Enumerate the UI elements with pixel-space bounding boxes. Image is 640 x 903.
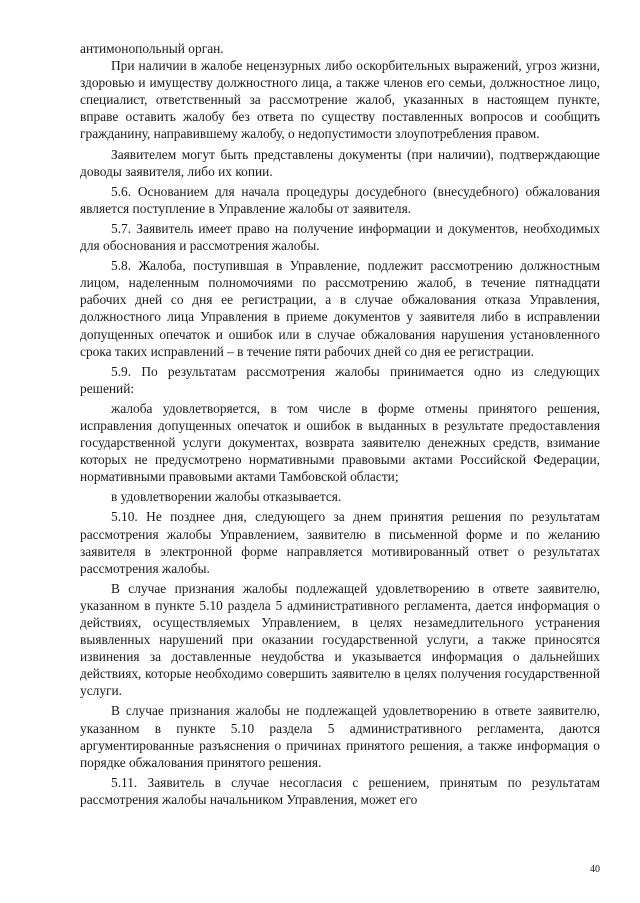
paragraph: 5.6. Основанием для начала процедуры досудебного (внесудебного) обжалования является поступление в Управление жалобы от заявителя. (80, 183, 600, 216)
paragraph: антимонопольный орган. (80, 41, 224, 56)
paragraph: жалоба удовлетворяется, в том числе в форме отмены принятого решения, исправления допущенных опечаток и ошибок в выданных в результате предоставления государственной услуги документах, возврата заявителю денежных средств, взимание которых не предусмотрено нормативными правовыми актами Российской Федерации, нормативными правовыми актами Тамбовской области; (80, 400, 600, 485)
page-number: 40 (590, 864, 600, 875)
paragraph: 5.11. Заявитель в случае несогласия с решением, принятым по результатам рассмотрения жалобы начальником Управления, может его (80, 774, 600, 807)
paragraph: 5.7. Заявитель имеет право на получение информации и документов, необходимых для обоснования и рассмотрения жалобы. (80, 220, 600, 254)
paragraph: Заявителем могут быть представлены документы (при наличии), подтверждающие доводы заявителя, либо их копии. (80, 146, 600, 179)
paragraph: При наличии в жалобе нецензурных либо оскорбительных выражений, угроз жизни, здоровью и имуществу должностного лица, а также членов его семьи, должностное лицо, специалист, ответственный за рассмотрение жалоб, указанных в настоящем пункте, вправе оставить жалобу без ответа по существу поставленных вопросов и сообщить гражданину, направившему жалобу, о недопустимости злоупотребления правом. (80, 58, 600, 142)
paragraph: 5.9. По результатам рассмотрения жалобы принимается одно из следующих решений: (80, 363, 600, 396)
paragraph: В случае признания жалобы не подлежащей удовлетворению в ответе заявителю, указанном в пункте 5.10 раздела 5 административного регламента, даются аргументированные разъяснения о причинах принятого решения, а также информация о порядке обжалования принятого решения. (80, 703, 600, 770)
paragraph: В случае признания жалобы подлежащей удовлетворению в ответе заявителю, указанном в пункте 5.10 раздела 5 административного регламента, дается информация о действиях, осуществляемых Управлением, в целях незамедлительного устранения выявленных нарушений при оказании государственной услуги, а также приносятся извинения за доставленные неудобства и указывается информация о дальнейших действиях, которые необходимо совершить заявителю в целях получения государственной услуги. (80, 580, 600, 699)
paragraph: 5.10. Не позднее дня, следующего за днем принятия решения по результатам рассмотрения жалобы Управлением, заявителю в письменной форме и по желанию заявителя в электронной форме направляется мотивированный ответ о результатах рассмотрения жалобы. (80, 509, 600, 576)
paragraph: в удовлетворении жалобы отказывается. (111, 489, 342, 505)
paragraph: 5.8. Жалоба, поступившая в Управление, подлежит рассмотрению должностным лицом, наделенным полномочиями по рассмотрению жалоб, в течение пятнадцати рабочих дней со дня ее регистрации, а в случае обжалования отказа Управления, должностного лица Управления в приеме документов у заявителя либо в исправлении допущенных опечаток и ошибок или в случае обжалования нарушения установленного срока таких исправлений – в течение пяти рабочих дней со дня ее регистрации. (80, 258, 600, 359)
body-text (80, 40, 600, 808)
